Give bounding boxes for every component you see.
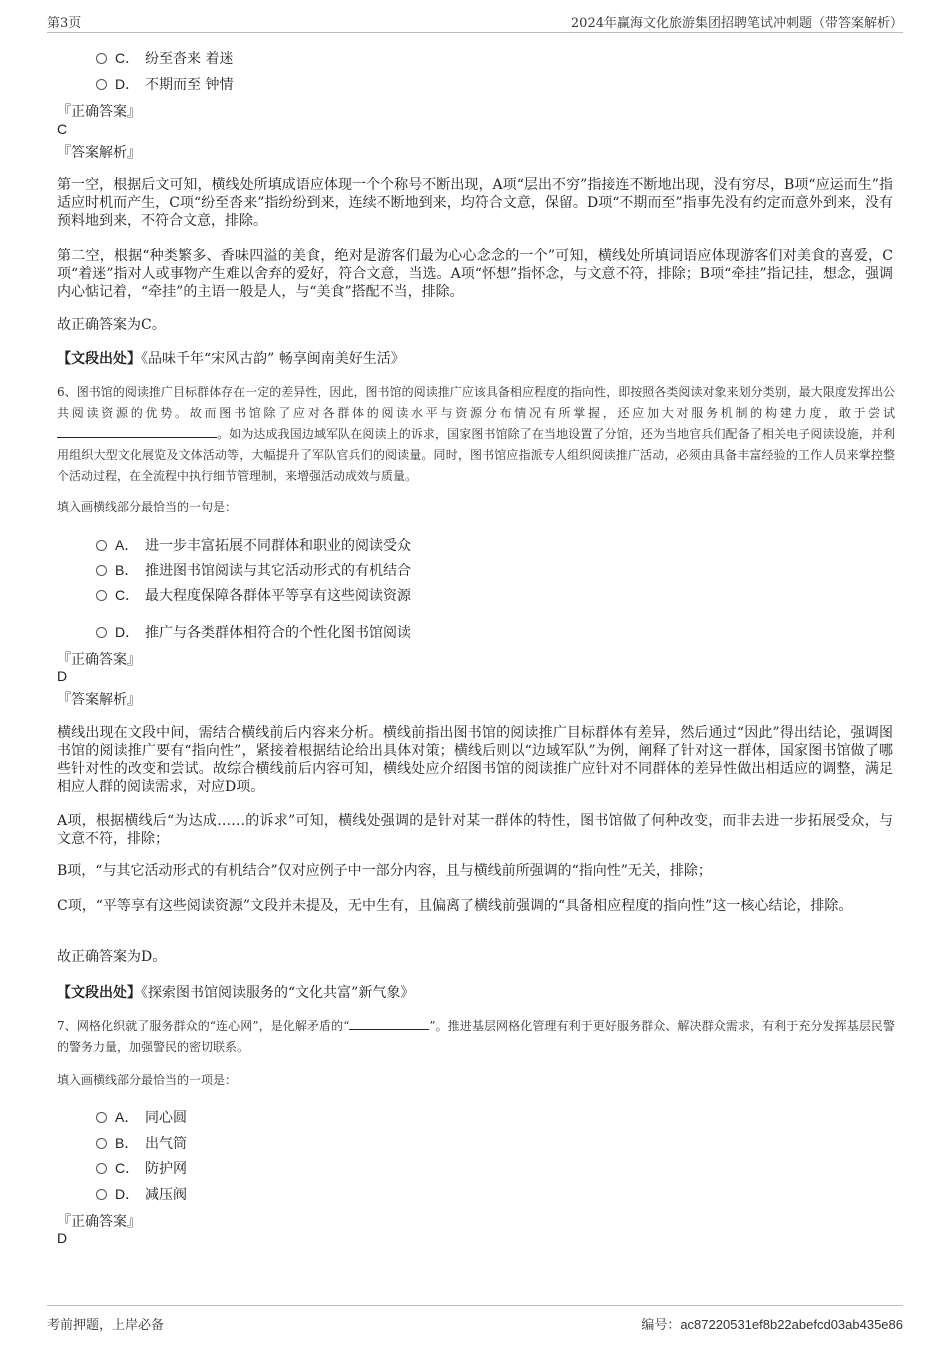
q5-analysis-paragraph: 第一空，根据后文可知，横线处所填成语应体现一个个称号不断出现，A项“层出不穷”指接连不断地出现，没有穷尽，B项“应运而生”指适应时机而产生，C项“纷至沓来”指纷纷到来，连续不断地到来，均符合文意，保留。D项“不期而至”指事先没有约定而意外到来，没有预料地到来，不符合文意，排除。 <box>57 177 893 229</box>
q6-analysis-paragraph: 故正确答案为D。 <box>57 949 167 965</box>
radio-icon[interactable] <box>96 53 107 64</box>
q5-analysis-paragraph: 第二空，根据“种类繁多、香味四溢的美食，绝对是游客们最为心心念念的一个”可知，横线处所填词语应体现游客们对美食的喜爱，C项“着迷”指对人或事物产生难以舍弃的爱好，符合文意，当选。A项“怀想”指怀念，与文意不符，排除；B项“牵挂”指记挂，想念，强调内心惦记着，“牵挂”的主语一般是人，与“美食”搭配不当，排除。 <box>57 248 893 300</box>
q6-option-d[interactable]: D． 推广与各类群体相符合的个性化图书馆阅读 <box>96 622 411 642</box>
source-label: 【文段出处】 <box>57 985 141 1001</box>
q5-source <box>57 348 405 368</box>
q6-stem: 6、图书馆的阅读推广目标群体存在一定的差异性，因此，图书馆的阅读推广应该具备相应程度的指向性，即按照各类阅读对象来划分类别，最大限度发挥出公共阅读资源的优势。故而图书馆除了应对各群体的阅读水平与资源分布情况有所掌握，还应加大对服务机制的构建力度，敢于尝试。如为达成我国边域军队在阅读上的诉求，国家图书馆除了在当地设置了分馆，还为当地官兵们配备了相关电子阅读设施，并利用组织大型文化展览及文体活动等，大幅提升了军队官兵们的阅读量。同时，图书馆应指派专人组织阅读推广活动，必须由具备丰富经验的工作人员来掌控整个活动过程，在全流程中执行细节管理制，来增强活动成效与质量。 <box>57 385 895 483</box>
radio-icon[interactable] <box>96 1163 107 1174</box>
q5-analysis-label: 『答案解析』 <box>57 145 141 161</box>
q7-answer: D <box>57 1230 68 1246</box>
radio-icon[interactable] <box>96 540 107 551</box>
footer-slogan: 考前押题，上岸必备 <box>47 1318 165 1333</box>
q7-stem: 7、网格化织就了服务群众的“连心网”，是化解矛盾的“ ”。推进基层网格化管理有利于更好服务群众、解决群众需求，有利于充分发挥基层民警的警务力量，加强警民的密切联系。 <box>57 1019 896 1054</box>
q7-option-b[interactable]: B． 出气筒 <box>96 1133 187 1153</box>
page-footer <box>47 1305 903 1333</box>
document-title: 2024年赢海文化旅游集团招聘笔试冲刺题（带答案解析） <box>570 16 903 31</box>
q7-option-c[interactable]: C． 防护网 <box>96 1158 187 1178</box>
q6-option-b[interactable]: B． 推进图书馆阅读与其它活动形式的有机结合 <box>96 560 411 580</box>
answer-blank <box>57 425 217 438</box>
radio-icon[interactable] <box>96 1189 107 1200</box>
q6-prompt: 填入画横线部分最恰当的一句是： <box>57 500 238 514</box>
q6-option-a[interactable]: A． 进一步丰富拓展不同群体和职业的阅读受众 <box>96 535 411 555</box>
q7-option-d[interactable]: D． 减压阀 <box>96 1184 187 1204</box>
q5-answer: C <box>57 121 68 137</box>
q6-analysis-paragraph: A项，根据横线后“为达成……的诉求”可知，横线处强调的是针对某一群体的特性，图书馆做了何种改变，而非去进一步拓展受众，与文意不符，排除； <box>57 813 893 847</box>
q6-answer: D <box>57 668 68 684</box>
q6-analysis-paragraph: C项，“平等享有这些阅读资源”文段并未提及，无中生有，且偏离了横线前强调的“具备相应程度的指向性”这一核心结论，排除。 <box>57 898 853 914</box>
q7-answer-label: 『正确答案』 <box>57 1214 141 1230</box>
source-title: 《品味千年“宋风古韵” 畅享闽南美好生活》 <box>141 351 405 367</box>
q5-answer-label: 『正确答案』 <box>57 104 141 120</box>
page-header <box>47 12 903 33</box>
q5-option-c[interactable]: C． 纷至沓来 着迷 <box>96 48 233 68</box>
q6-option-c[interactable]: C． 最大程度保障各群体平等享有这些阅读资源 <box>96 585 411 605</box>
radio-icon[interactable] <box>96 79 107 90</box>
q7-prompt: 填入画横线部分最恰当的一项是： <box>57 1073 238 1087</box>
q6-analysis-paragraph: B项，“与其它活动形式的有机结合”仅对应例子中一部分内容，且与横线前所强调的“指向性”无关，排除； <box>57 863 712 879</box>
q6-source <box>57 982 414 1002</box>
answer-blank <box>349 1017 429 1030</box>
q5-analysis-paragraph: 故正确答案为C。 <box>57 317 166 333</box>
q6-analysis-paragraph: 横线出现在文段中间，需结合横线前后内容来分析。横线前指出图书馆的阅读推广目标群体有差异，然后通过“因此”得出结论，强调图书馆的阅读推广要有“指向性”，紧接着根据结论给出具体对策；横线后则以“边域军队”为例，阐释了针对这一群体，国家图书馆做了哪些针对性的改变和尝试。故综合横线前后内容可知，横线处应介绍图书馆的阅读推广应针对不同群体的差异性做出相适应的调整，满足相应人群的阅读需求，对应D项。 <box>57 725 893 795</box>
source-title: 《探索图书馆阅读服务的“文化共富”新气象》 <box>141 985 415 1001</box>
source-label: 【文段出处】 <box>57 351 141 367</box>
page-number: 第3页 <box>47 16 82 31</box>
radio-icon[interactable] <box>96 565 107 576</box>
radio-icon[interactable] <box>96 627 107 638</box>
q7-option-a[interactable]: A． 同心圆 <box>96 1107 187 1127</box>
radio-icon[interactable] <box>96 590 107 601</box>
q6-analysis-label: 『答案解析』 <box>57 692 141 708</box>
document-code: 编号：ac87220531ef8b22abefcd03ab435e86 <box>641 1317 903 1333</box>
q6-answer-label: 『正确答案』 <box>57 652 141 668</box>
radio-icon[interactable] <box>96 1112 107 1123</box>
radio-icon[interactable] <box>96 1138 107 1149</box>
q5-option-d[interactable]: D． 不期而至 钟情 <box>96 74 233 94</box>
